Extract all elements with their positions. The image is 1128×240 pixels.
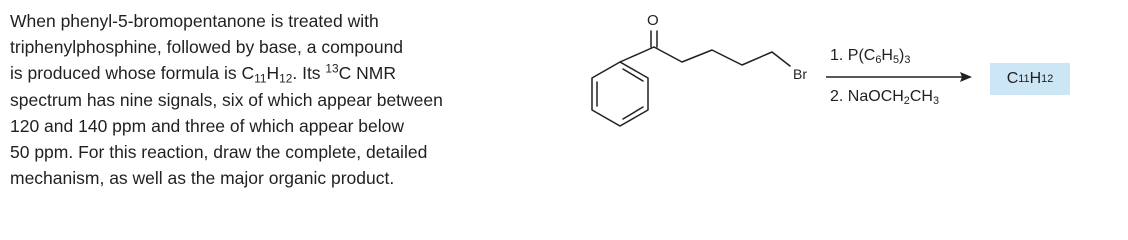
benzene-ring <box>592 62 648 126</box>
reaction-arrow <box>826 72 972 82</box>
product-formula-box: C 11 H 12 <box>990 63 1070 95</box>
problem-line-3-text-a: is produced whose formula is C <box>10 63 255 84</box>
ring-double-bond-2 <box>623 107 643 119</box>
reagent-step-2 <box>830 88 939 106</box>
reagent-1-mid: H <box>881 47 893 64</box>
reagent-1-close: ) <box>899 47 905 64</box>
reagent-2-prefix: 2. NaOCH <box>830 88 904 105</box>
ring-double-bond-1 <box>623 69 643 81</box>
problem-line-1: When phenyl-5-bromopentanone is treated with <box>10 11 379 31</box>
formula-subscript-c: 11 <box>254 71 267 86</box>
ring-to-carbonyl-bond <box>620 47 654 62</box>
starting-material-structure <box>592 31 790 126</box>
product-h: H <box>1029 70 1042 87</box>
problem-line-2: triphenylphosphine, followed by base, a compound <box>10 37 404 58</box>
oxygen-label: O <box>647 12 659 29</box>
problem-line-3-text-c: . Its <box>292 63 326 84</box>
problem-line-7: mechanism, as well as the major organic product. <box>10 168 395 189</box>
problem-line-5: 120 and 140 ppm and three of which appear below <box>10 115 405 136</box>
reagent-2-sub-a: 2 <box>903 95 910 108</box>
reagent-1-prefix: 1. P(C <box>830 47 876 64</box>
reagent-2-sub-b: 3 <box>932 95 940 108</box>
problem-line-4: spectrum has nine signals, six of which appear between <box>10 89 443 110</box>
reagent-1-sub-c: 3 <box>904 54 911 67</box>
formula-subscript-h: 12 <box>279 71 293 86</box>
problem-line-3-text-b: H <box>266 63 280 84</box>
product-c: C <box>1006 70 1019 87</box>
reagent-1-sub-b: 5 <box>892 54 900 67</box>
alkyl-chain <box>654 47 790 66</box>
bromine-label: Br <box>793 66 807 82</box>
problem-line-6: 50 ppm. For this reaction, draw the complete, detailed <box>10 142 428 163</box>
problem-line-3-text-d: C NMR <box>338 63 397 84</box>
reagent-step-1 <box>830 47 910 65</box>
isotope-superscript: 13 <box>325 61 339 76</box>
reagent-1-sub-a: 6 <box>875 54 882 67</box>
reagent-2-mid: CH <box>909 88 933 105</box>
